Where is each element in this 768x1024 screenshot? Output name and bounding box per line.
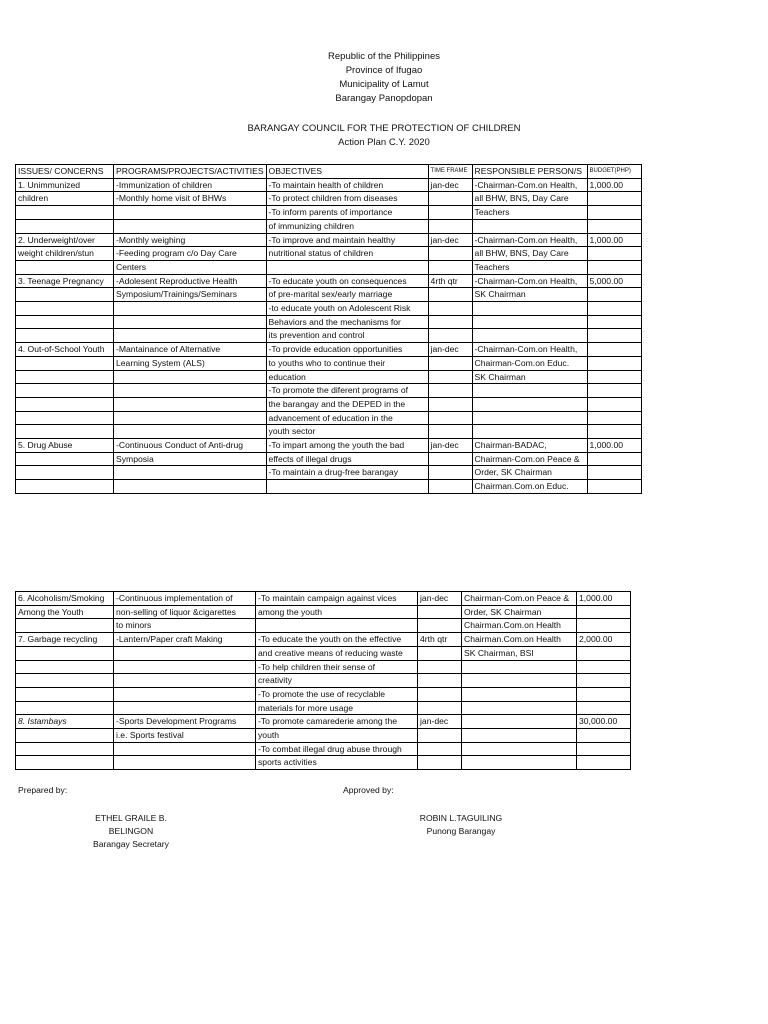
cell-time-frame [428,370,472,384]
cell-budget [577,742,631,756]
cell-issue: 1. Unimmunized [16,178,114,192]
cell-budget [587,343,641,357]
table-row [16,397,642,411]
cell-issue [16,466,114,480]
cell-program: non-selling of liquor &cigarettes [114,605,256,619]
cell-objective: -To protect children from diseases [266,192,428,206]
cell-objective: -To educate the youth on the effective [256,633,418,647]
cell-issue [16,687,114,701]
cell-objective: -To maintain health of children [266,178,428,192]
approver-block [414,812,508,838]
cell-issue: 4. Out-of-School Youth [16,343,114,357]
cell-responsible [462,701,577,715]
cell-time-frame [428,384,472,398]
cell-responsible: Chairman-Com.on Peace & [472,452,587,466]
cell-objective: -To promote the use of recyclable [256,687,418,701]
cell-budget: 1,000.00 [587,178,641,192]
approver-name: ROBIN L.TAGUILING [419,813,503,823]
cell-responsible: Chairman-BADAC, [472,439,587,453]
document-subtitle: Action Plan C.Y. 2020 [338,137,430,148]
cell-program [114,411,267,425]
cell-time-frame: jan-dec [418,592,462,606]
approver-title: Punong Barangay [426,826,496,836]
header-line-1: Republic of the Philippines [328,51,440,62]
cell-issue: 5. Drug Abuse [16,439,114,453]
cell-objective: among the youth [256,605,418,619]
cell-responsible [472,384,587,398]
table-row [16,192,642,206]
cell-responsible: Chairman-Com.on Peace & [462,592,577,606]
cell-budget: 30,000.00 [577,715,631,729]
cell-time-frame [418,701,462,715]
cell-responsible: SK Chairman [472,288,587,302]
table-body-page2 [16,592,631,770]
cell-time-frame [428,480,472,494]
col-header-programs: PROGRAMS/PROJECTS/ACTIVITIES [114,165,267,179]
cell-responsible [472,315,587,329]
cell-time-frame: jan-dec [428,233,472,247]
cell-objective: -To maintain campaign against vices [256,592,418,606]
table-row [16,466,642,480]
cell-program [114,480,267,494]
cell-objective: effects of illegal drugs [266,452,428,466]
cell-program [114,646,256,660]
cell-time-frame [418,729,462,743]
table-row [16,425,642,439]
cell-budget [587,425,641,439]
cell-objective: of pre-marital sex/early marriage [266,288,428,302]
cell-program: Learning System (ALS) [114,356,267,370]
cell-time-frame [428,411,472,425]
table-row [16,315,642,329]
cell-responsible: -Chairman-Com.on Health, [472,274,587,288]
cell-time-frame [428,260,472,274]
cell-issue [16,302,114,316]
table-row [16,411,642,425]
cell-objective: -To maintain a drug-free barangay [266,466,428,480]
cell-budget [587,247,641,261]
cell-budget [577,605,631,619]
col-header-objectives: OBJECTIVES [266,165,428,179]
col-header-responsible: RESPONSIBLE PERSON/S [472,165,587,179]
table-row [16,701,631,715]
cell-time-frame [418,646,462,660]
cell-responsible: Order, SK Chairman [462,605,577,619]
table-row [16,178,642,192]
cell-issue [16,384,114,398]
table-row [16,370,642,384]
action-plan-table [15,164,642,494]
cell-budget [587,315,641,329]
cell-issue [16,674,114,688]
cell-objective: of immunizing children [266,219,428,233]
table-row [16,329,642,343]
cell-budget [587,480,641,494]
cell-issue [16,701,114,715]
cell-program [114,701,256,715]
cell-responsible [472,411,587,425]
cell-objective: materials for more usage [256,701,418,715]
cell-budget: 2,000.00 [577,633,631,647]
cell-responsible: all BHW, BNS, Day Care [472,192,587,206]
cell-time-frame [428,466,472,480]
table-row [16,260,642,274]
cell-objective [256,619,418,633]
cell-responsible: Teachers [472,206,587,220]
table-row [16,660,631,674]
cell-objective: -To improve and maintain healthy [266,233,428,247]
cell-responsible [462,687,577,701]
cell-issue [16,646,114,660]
table-row [16,687,631,701]
cell-budget [587,288,641,302]
cell-time-frame [428,247,472,261]
cell-issue [16,729,114,743]
cell-time-frame [428,452,472,466]
table-row [16,384,642,398]
cell-objective: -To combat illegal drug abuse through [256,742,418,756]
approved-by-label: Approved by: [343,785,394,795]
cell-objective: -to educate youth on Adolescent Risk [266,302,428,316]
table-row [16,439,642,453]
table-row [16,619,631,633]
cell-program [114,384,267,398]
col-header-issues: ISSUES/ CONCERNS [16,165,114,179]
cell-time-frame [428,288,472,302]
cell-budget [587,370,641,384]
cell-time-frame [428,329,472,343]
cell-responsible: Chairman-Com.on Educ. [472,356,587,370]
cell-issue: 3. Teenage Pregnancy [16,274,114,288]
cell-issue [16,425,114,439]
cell-issue [16,329,114,343]
cell-responsible: Chairman.Com.on Educ. [472,480,587,494]
table-row [16,274,642,288]
document-title: BARANGAY COUNCIL FOR THE PROTECTION OF CHILDREN [247,123,521,134]
cell-program [114,219,267,233]
cell-time-frame [418,756,462,770]
cell-issue [16,219,114,233]
cell-program: -Sports Development Programs [114,715,256,729]
cell-time-frame: jan-dec [428,343,472,357]
cell-program: Centers [114,260,267,274]
cell-time-frame [418,619,462,633]
cell-responsible: Order, SK Chairman [472,466,587,480]
table-row [16,356,642,370]
table-row [16,605,631,619]
table-row [16,288,642,302]
cell-responsible [472,302,587,316]
cell-budget [577,729,631,743]
cell-objective: advancement of education in the [266,411,428,425]
cell-responsible: Chairman.Com.on Health [462,633,577,647]
cell-responsible [462,674,577,688]
cell-responsible [472,425,587,439]
table-body-page1 [16,178,642,493]
cell-time-frame [428,302,472,316]
header-line-3: Municipality of Lamut [339,79,429,90]
preparer-title: Barangay Secretary [93,839,169,849]
cell-program [114,397,267,411]
cell-budget [587,302,641,316]
cell-budget: 1,000.00 [587,439,641,453]
cell-time-frame [418,742,462,756]
cell-responsible [462,756,577,770]
cell-objective: Behaviors and the mechanisms for [266,315,428,329]
cell-issue: weight children/stun [16,247,114,261]
cell-program: i.e. Sports festival [114,729,256,743]
cell-issue [16,356,114,370]
cell-issue: 2. Underweight/over [16,233,114,247]
table-row [16,233,642,247]
cell-issue [16,260,114,274]
cell-issue [16,288,114,302]
cell-time-frame: jan-dec [428,178,472,192]
cell-issue [16,452,114,466]
col-header-time-frame: TIME FRAME [428,165,472,179]
cell-program [114,370,267,384]
cell-program: -Continuous Conduct of Anti-drug [114,439,267,453]
cell-time-frame [418,605,462,619]
table-row [16,247,642,261]
cell-program: -Continuous implementation of [114,592,256,606]
cell-objective: nutritional status of children [266,247,428,261]
cell-objective: -To help children their sense of [256,660,418,674]
cell-issue [16,660,114,674]
cell-objective: its prevention and control [266,329,428,343]
cell-program [114,466,267,480]
cell-objective [266,480,428,494]
cell-time-frame [428,425,472,439]
cell-time-frame [418,674,462,688]
cell-program [114,329,267,343]
cell-budget [587,384,641,398]
cell-program [114,302,267,316]
cell-budget [577,619,631,633]
cell-program [114,315,267,329]
cell-issue: 6. Alcoholism/Smoking [16,592,114,606]
cell-issue: 7. Garbage recycling [16,633,114,647]
cell-objective: creativity [256,674,418,688]
cell-issue [16,397,114,411]
table-row [16,633,631,647]
cell-program: -Immunization of children [114,178,267,192]
table-row [16,480,642,494]
cell-time-frame: jan-dec [418,715,462,729]
cell-issue [16,370,114,384]
cell-issue [16,315,114,329]
table-header-row [16,165,642,179]
cell-objective: youth sector [266,425,428,439]
table-row [16,302,642,316]
table-row [16,729,631,743]
cell-time-frame [428,315,472,329]
cell-time-frame [428,219,472,233]
cell-objective: -To provide education opportunities [266,343,428,357]
cell-objective [266,260,428,274]
table-row [16,674,631,688]
cell-program: Symposium/Trainings/Seminars [114,288,267,302]
title-block [0,122,768,150]
cell-issue [16,206,114,220]
cell-objective: the barangay and the DEPED in the [266,397,428,411]
cell-budget [587,192,641,206]
cell-program [114,742,256,756]
cell-issue: Among the Youth [16,605,114,619]
cell-program: to minors [114,619,256,633]
preparer-name: ETHEL GRAILE B. BELINGON [95,813,167,836]
prepared-by-label: Prepared by: [18,785,68,795]
cell-time-frame [428,356,472,370]
cell-responsible [462,742,577,756]
cell-issue [16,742,114,756]
cell-responsible: -Chairman-Com.on Health, [472,178,587,192]
cell-time-frame [418,687,462,701]
cell-budget [577,674,631,688]
cell-responsible [462,660,577,674]
cell-objective: -To educate youth on consequences [266,274,428,288]
table-row [16,646,631,660]
preparer-block [75,812,187,851]
cell-issue [16,619,114,633]
cell-budget: 1,000.00 [577,592,631,606]
cell-program: -Monthly home visit of BHWs [114,192,267,206]
cell-responsible: -Chairman-Com.on Health, [472,343,587,357]
header-line-4: Barangay Panopdopan [335,93,433,104]
cell-objective: -To inform parents of importance [266,206,428,220]
cell-program: -Adolesent Reproductive Health [114,274,267,288]
cell-issue: 8. Istambays [16,715,114,729]
cell-budget: 1,000.00 [587,233,641,247]
cell-program: -Mantainance of Alternative [114,343,267,357]
cell-objective: -To impart among the youth the bad [266,439,428,453]
cell-responsible: Teachers [472,260,587,274]
action-plan-table-continued [15,591,631,770]
cell-responsible: all BHW, BNS, Day Care [472,247,587,261]
cell-budget [587,397,641,411]
cell-program: -Lantern/Paper craft Making [114,633,256,647]
table-row [16,343,642,357]
document-header [0,50,768,106]
cell-issue: children [16,192,114,206]
cell-responsible: Chairman.Com.on Health [462,619,577,633]
cell-responsible [472,329,587,343]
cell-budget [577,756,631,770]
cell-budget [577,646,631,660]
header-line-2: Province of Ifugao [345,65,423,76]
cell-program: -Monthly weighing [114,233,267,247]
cell-budget [587,260,641,274]
cell-budget [587,356,641,370]
cell-program [114,687,256,701]
cell-time-frame: 4rth qtr [418,633,462,647]
cell-program [114,674,256,688]
table-row [16,592,631,606]
cell-responsible [472,219,587,233]
cell-time-frame: jan-dec [428,439,472,453]
cell-responsible: -Chairman-Com.on Health, [472,233,587,247]
cell-budget [577,660,631,674]
cell-program: -Feeding program c/o Day Care [114,247,267,261]
cell-issue [16,411,114,425]
cell-budget [587,206,641,220]
table-row [16,219,642,233]
table-row [16,452,642,466]
cell-program [114,756,256,770]
cell-program [114,660,256,674]
table-row [16,756,631,770]
cell-objective: education [266,370,428,384]
cell-responsible [462,715,577,729]
cell-budget [587,219,641,233]
cell-objective: -To promote camarederie among the [256,715,418,729]
cell-responsible [472,397,587,411]
cell-objective: and creative means of reducing waste [256,646,418,660]
cell-issue [16,756,114,770]
table-row [16,715,631,729]
table-row [16,206,642,220]
cell-budget [577,687,631,701]
cell-time-frame [418,660,462,674]
cell-budget [587,411,641,425]
cell-objective: sports activities [256,756,418,770]
cell-budget: 5,000.00 [587,274,641,288]
cell-time-frame [428,397,472,411]
col-header-budget: BUDGET(PHP) [587,165,641,179]
cell-program [114,206,267,220]
cell-budget [587,452,641,466]
cell-objective: youth [256,729,418,743]
cell-responsible: SK Chairman, BSI [462,646,577,660]
cell-objective: -To promote the diferent programs of [266,384,428,398]
cell-time-frame [428,206,472,220]
table-row [16,742,631,756]
cell-responsible [462,729,577,743]
cell-budget [577,701,631,715]
cell-budget [587,466,641,480]
cell-program: Symposia [114,452,267,466]
cell-issue [16,480,114,494]
cell-objective: to youths who to continue their [266,356,428,370]
cell-responsible: SK Chairman [472,370,587,384]
cell-program [114,425,267,439]
cell-time-frame [428,192,472,206]
cell-budget [587,329,641,343]
cell-time-frame: 4rth qtr [428,274,472,288]
